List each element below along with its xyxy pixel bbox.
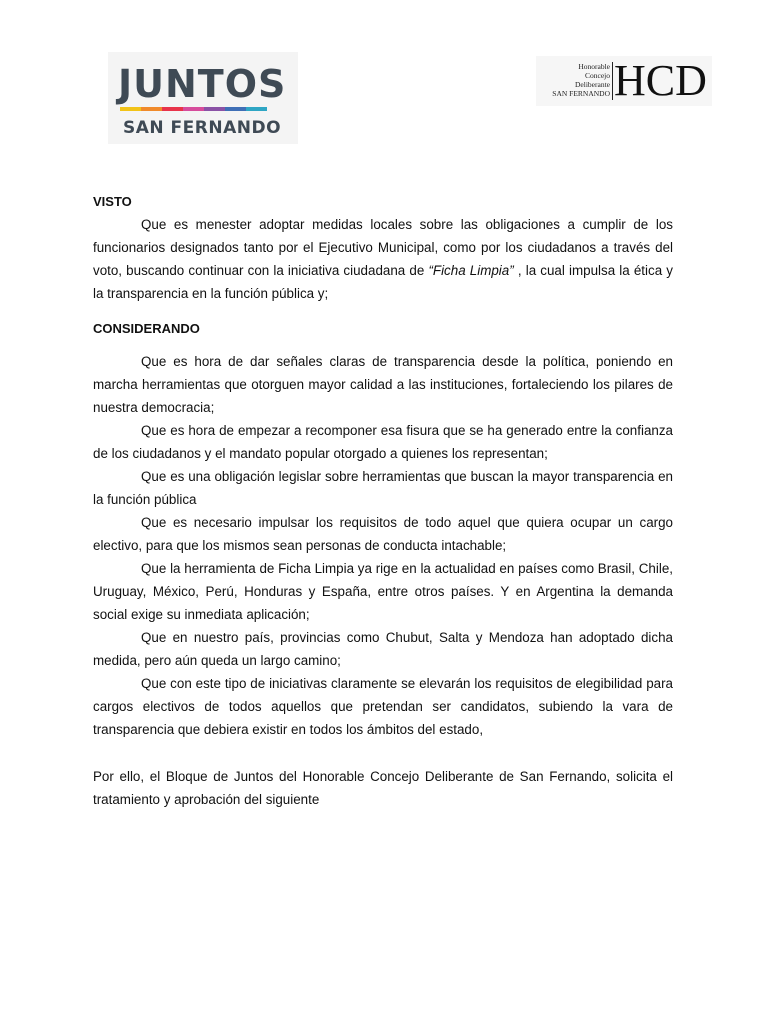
visto-italic: “Ficha Limpia” — [428, 263, 514, 278]
color-bar — [141, 107, 162, 111]
closing-paragraph: Por ello, el Bloque de Juntos del Honorable Concejo Deliberante de San Fernando, solicita el tratamiento y aprobación del siguiente — [93, 769, 673, 807]
color-bar — [120, 107, 141, 111]
hcd-line: Deliberante — [575, 80, 610, 89]
color-bar — [162, 107, 183, 111]
considerando-paragraph: Que la herramienta de Ficha Limpia ya rige en la actualidad en países como Brasil, Chile, Uruguay, México, Perú, Honduras y España, entre otros países. Y en Argentina la demanda social exige su inmediata aplicación; — [93, 561, 673, 622]
visto-tail: , la cual impulsa la ética y la transparencia en la función pública y; — [93, 263, 673, 301]
considerando-paragraph: Que en nuestro país, provincias como Chubut, Salta y Mendoza han adoptado dicha medida, pero aún queda un largo camino; — [93, 630, 673, 668]
color-bar — [225, 107, 246, 111]
document-body — [93, 190, 673, 811]
color-bar — [183, 107, 204, 111]
visto-paragraph — [93, 213, 673, 305]
hcd-logo-abbr: HCD — [614, 56, 707, 105]
considerando-heading: CONSIDERANDO — [93, 321, 200, 336]
visto-text: Que es menester adoptar medidas locales sobre las obligaciones a cumplir de los funcionarios designados tanto por el Ejecutivo Municipal, como por los ciudadanos a través del voto, buscando continuar con la iniciativa ciudadana de — [93, 217, 673, 278]
considerando-paragraph: Que es necesario impulsar los requisitos de todo aquel que quiera ocupar un cargo electivo, para que los mismos sean personas de conducta intachable; — [93, 515, 673, 553]
considerando-paragraph: Que es una obligación legislar sobre herramientas que buscan la mayor transparencia en la función pública — [93, 469, 673, 507]
juntos-logo-color-bars — [120, 107, 267, 111]
hcd-logo — [536, 56, 712, 106]
juntos-logo-word: JUNTOS — [118, 62, 287, 106]
hcd-line: Concejo — [585, 71, 610, 80]
considerando-paragraph: Que es hora de empezar a recomponer esa fisura que se ha generado entre la confianza de los ciudadanos y el mandato popular otorgado a quienes los representan; — [93, 423, 673, 461]
color-bar — [204, 107, 225, 111]
hcd-logo-lines — [552, 62, 610, 98]
hcd-line: SAN FERNANDO — [552, 89, 610, 98]
considerando-paragraph: Que con este tipo de iniciativas claramente se elevarán los requisitos de elegibilidad para cargos electivos de todos aquellos que pretendan ser candidatos, subiendo la vara de transparencia que debiera existir en todos los ámbitos del estado, — [93, 676, 673, 737]
hcd-logo-divider — [612, 62, 613, 100]
juntos-logo-place: SAN FERNANDO — [123, 118, 282, 138]
visto-heading: VISTO — [93, 194, 132, 209]
considerando-paragraph: Que es hora de dar señales claras de transparencia desde la política, poniendo en marcha herramientas que otorguen mayor calidad a las instituciones, fortaleciendo los pilares de nuestra democracia; — [93, 354, 673, 415]
juntos-logo — [108, 52, 298, 144]
color-bar — [246, 107, 267, 111]
hcd-line: Honorable — [578, 62, 610, 71]
